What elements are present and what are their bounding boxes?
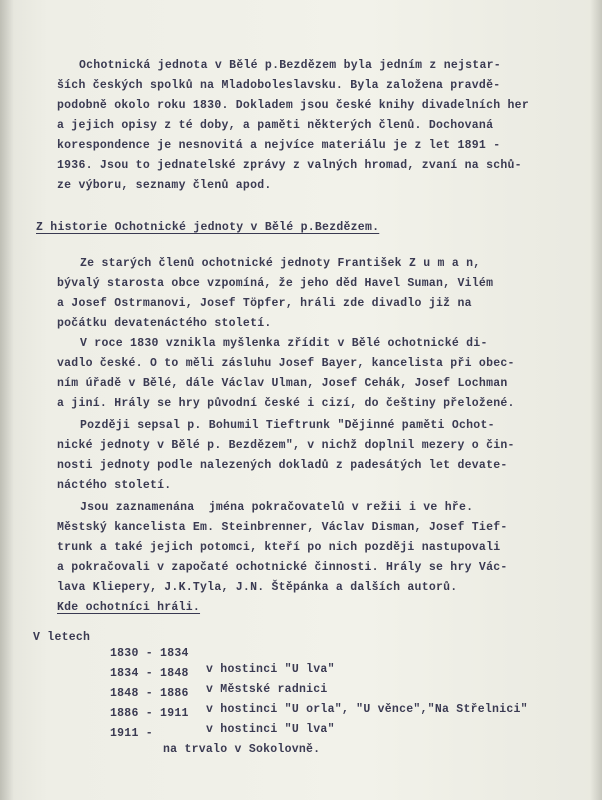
venue-place: v hostinci "U lva" xyxy=(206,663,335,676)
paragraph2-line: počátku devatenáctého století. xyxy=(57,317,272,330)
paragraph1-line: korespondence je nesnovitá a nejvíce materiálu je z let 1891 - xyxy=(57,139,501,152)
paragraph3-line: a jiní. Hrály se hry původní české i cizí, do češtiny přeložené. xyxy=(57,397,515,410)
paragraph5-line: trunk a také jejich potomci, kteří po nich později nastupovali xyxy=(57,541,501,554)
paragraph2-line: a Josef Ostrmanovi, Josef Töpfer, hráli zde divadlo již na xyxy=(57,297,472,310)
paragraph3-line: vadlo české. O to měli zásluhu Josef Bayer, kancelista při obec- xyxy=(57,357,515,370)
section-heading-venues: Kde ochotníci hráli. xyxy=(57,601,201,614)
paragraph1-line: podobně okolo roku 1830. Dokladem jsou české knihy divadelních her xyxy=(57,99,529,112)
paragraph5-line: a pokračovali v započaté ochotnické činnosti. Hrály se hry Vác- xyxy=(57,561,508,574)
paragraph1-line: ze výboru, seznamy členů apod. xyxy=(57,179,272,192)
paragraph2-line: Ze starých členů ochotnické jednoty František Z u m a n, xyxy=(80,257,481,270)
venue-years: 1886 - 1911 xyxy=(110,707,189,720)
paragraph1-line: ších českých spolků na Mladoboleslavsku. Byla založena pravdě- xyxy=(57,79,501,92)
paragraph3-line: V roce 1830 vznikla myšlenka zřídit v Bělé ochotnické di- xyxy=(80,337,488,350)
paragraph5-line: lava Kliepery, J.K.Tyla, J.N. Štěpánka a dalších autorů. xyxy=(57,581,458,594)
venue-years: 1834 - 1848 xyxy=(110,667,189,680)
paragraph5-line: Jsou zaznamenána jména pokračovatelů v režii i ve hře. xyxy=(80,501,474,514)
paragraph5-line: Městský kancelista Em. Steinbrenner, Václav Disman, Josef Tief- xyxy=(57,521,508,534)
paragraph1-line: Ochotnická jednota v Bělé p.Bezdězem byla jedním z nejstar- xyxy=(79,59,501,72)
paragraph1-line: 1936. Jsou to jednatelské zprávy z valných hromad, zvaní na schů- xyxy=(57,159,522,172)
paragraph4-line: nosti jednoty podle nalezených dokladů z padesátých let devate- xyxy=(57,459,508,472)
paragraph3-line: ním úřadě v Bělé, dále Václav Ulman, Josef Cehák, Josef Lochman xyxy=(57,377,508,390)
venue-years: 1830 - 1834 xyxy=(110,647,189,660)
venue-years: 1848 - 1886 xyxy=(110,687,189,700)
venue-place: v hostinci "U lva" xyxy=(206,723,335,736)
venues-lead-label: V letech xyxy=(33,631,91,644)
section-heading-history: Z historie Ochotnické jednoty v Bělé p.Bezdězem. xyxy=(36,221,380,234)
venue-place: na trvalo v Sokolovně. xyxy=(163,743,321,756)
paragraph2-line: bývalý starosta obce vzpomíná, že jeho děd Havel Suman, Vilém xyxy=(57,277,494,290)
venue-years: 1911 - xyxy=(110,727,153,740)
venue-place: v Městské radnici xyxy=(206,683,328,696)
paragraph4-line: nické jednoty v Bělé p. Bezdězem", v nichž doplnil mezery o čin- xyxy=(57,439,515,452)
venue-place: v hostinci "U orla", "U věnce","Na Střelnici" xyxy=(206,703,528,716)
paragraph4-line: náctého století. xyxy=(57,479,172,492)
paragraph1-line: a jejich opisy z té doby, a paměti některých členů. Dochovaná xyxy=(57,119,494,132)
paragraph4-line: Později sepsal p. Bohumil Tieftrunk "Dějinné paměti Ochot- xyxy=(80,419,495,432)
